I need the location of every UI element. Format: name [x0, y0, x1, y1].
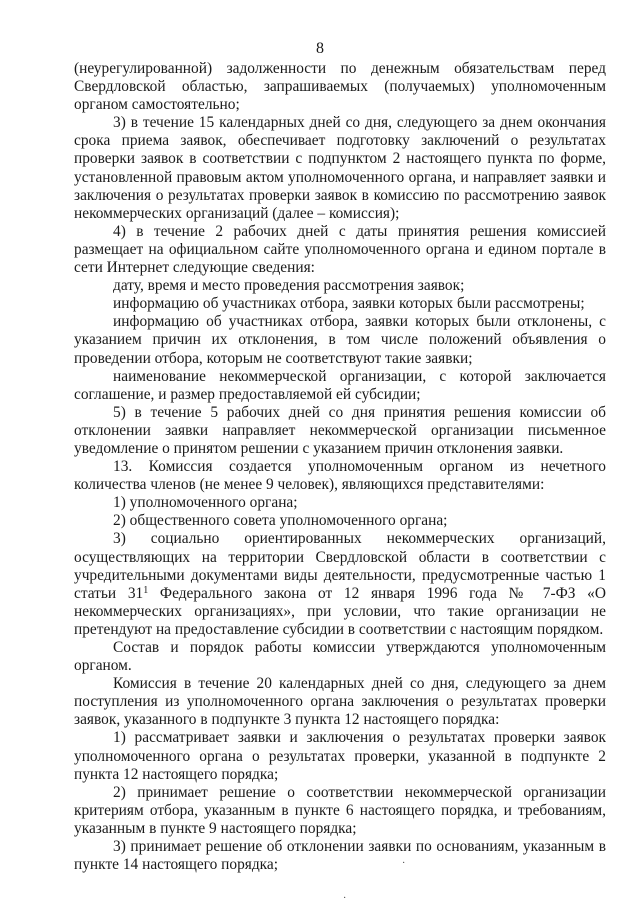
paragraph-commission-duties: Комиссия в течение 20 календарных дней со дня, следующего за днем поступления из уполномоченного органа заключения о результатах проверки заявок, указанного в подпункте 3 пункта 12 настоящего порядка: — [74, 675, 606, 729]
page-number: 8 — [316, 40, 324, 57]
paragraph-item-5: 5) в течение 5 рабочих дней со дня принятия решения комиссии об отклонении заявки направляет некоммерческой организации письменное уведомление о принятом решении с указанием причин отклонения заявки. — [74, 403, 606, 457]
paragraph-info-reviewed: информацию об участниках отбора, заявки которых были рассмотрены; — [113, 295, 585, 313]
superscript-marker: 1 — [143, 584, 149, 596]
paragraph-member-3-text: 3) социально ориентированных некоммерческих организаций, осуществляющих на территории Свердловской области в соответствии с учредительными документами виды деятельности, предусмотренные частью 1 статьи 31 — [74, 530, 606, 602]
paragraph-commission-composition: Состав и порядок работы комиссии утверждаются уполномоченным органом. — [74, 639, 606, 675]
scan-speck: · — [343, 893, 347, 904]
paragraph-member-3-text-continued: Федерального закона от 12 января 1996 года № 7-ФЗ «О некоммерческих организациях», при условии, что такие организации не претендуют на предоставление субсидии в соответствии с настоящим порядком. — [74, 584, 606, 638]
paragraph-clause-13: 13. Комиссия создается уполномоченным органом из нечетного количества членов (не менее 9 человек), являющихся представителями: — [74, 458, 606, 494]
paragraph-member-3 — [74, 530, 606, 639]
paragraph-duty-3: 3) принимает решение об отклонении заявки по основаниям, указанным в пункте 14 настоящего порядка; — [74, 838, 606, 874]
paragraph-member-2: 2) общественного совета уполномоченного органа; — [113, 512, 448, 530]
paragraph-item-3: 3) в течение 15 календарных дней со дня, следующего за днем окончания срока приема заявок, обеспечивает подготовку заключений о результатах проверки заявок в соответствии с подпунктом 2 настоящего пункта по форме, установленной правовым актом уполномоченного органа, и направляет заявки и заключения о результатах проверки заявок в комиссию по рассмотрению заявок некоммерческих организаций (далее – комиссия); — [74, 114, 606, 222]
paragraph-info-date: дату, время и место проведения рассмотрения заявок; — [113, 277, 465, 295]
document-body — [74, 60, 606, 874]
paragraph-info-rejected: информацию об участниках отбора, заявки которых были отклонены, с указанием причин их отклонения, в том числе положений объявления о проведении отбора, которым не соответствуют такие заявки; — [74, 313, 606, 367]
paragraph-duty-2: 2) принимает решение о соответствии некоммерческой организации критериям отбора, указанным в пункте 6 настоящего порядка, и требованиям, указанным в пункте 9 настоящего порядка; — [74, 783, 606, 837]
paragraph-continuation: (неурегулированной) задолженности по денежным обязательствам перед Свердловской областью, запрашиваемых (получаемых) уполномоченным органом самостоятельно; — [74, 60, 606, 114]
paragraph-item-4: 4) в течение 2 рабочих дней с даты принятия решения комиссией размещает на официальном сайте уполномоченного органа и едином портале в сети Интернет следующие сведения: — [74, 222, 606, 277]
paragraph-duty-1: 1) рассматривает заявки и заключения о результатах проверки заявок уполномоченного органа о результатах проверки, указанной в подпункте 2 пункта 12 настоящего порядка; — [74, 729, 606, 783]
paragraph-info-organization: наименование некоммерческой организации, с которой заключается соглашение, и размер предоставляемой ей субсидии; — [74, 367, 606, 403]
paragraph-member-1: 1) уполномоченного органа; — [113, 494, 298, 512]
scan-speck: · — [402, 858, 406, 869]
